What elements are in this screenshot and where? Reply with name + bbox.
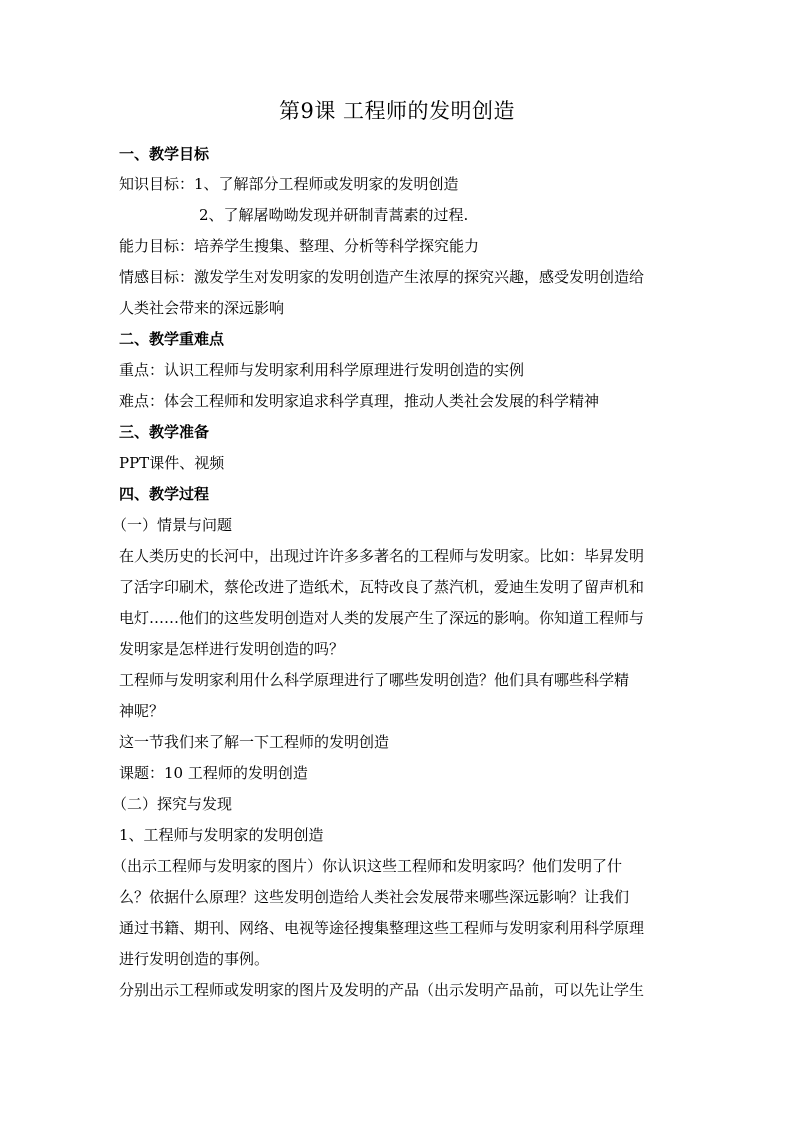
text-line: 进行发明创造的事例。: [119, 950, 270, 968]
section-heading-key-points: 二、教学重难点: [119, 330, 225, 348]
section-heading-process: 四、教学过程: [119, 485, 210, 503]
text-line: 能力目标：培养学生搜集、整理、分析等科学探究能力: [119, 237, 480, 255]
subsection-heading: （二）探究与发现: [112, 795, 233, 813]
text-line: （出示工程师与发明家的图片）你认识这些工程师和发明家吗？他们发明了什: [112, 857, 623, 875]
text-line: 重点：认识工程师与发明家利用科学原理进行发明创造的实例: [119, 361, 525, 379]
text-line: 电灯……他们的这些发明创造对人类的发展产生了深远的影响。你知道工程师与: [119, 609, 645, 627]
text-line: 神呢？: [119, 702, 165, 720]
text-line: 情感目标：激发学生对发明家的发明创造产生浓厚的探究兴趣，感受发明创造给: [119, 268, 645, 286]
text-line: 2、了解屠呦呦发现并研制青蒿素的过程.: [199, 206, 469, 224]
text-line: 工程师与发明家利用什么科学原理进行了哪些发明创造？他们具有哪些科学精: [119, 671, 630, 689]
text-line: 通过书籍、期刊、网络、电视等途径搜集整理这些工程师与发明家利用科学原理: [119, 919, 645, 937]
text-line: 了活字印刷术，蔡伦改进了造纸术，瓦特改良了蒸汽机，爱迪生发明了留声机和: [119, 578, 645, 596]
text-line: 这一节我们来了解一下工程师的发明创造: [119, 733, 390, 751]
text-line: 1、工程师与发明家的发明创造: [119, 826, 324, 844]
section-heading-objectives: 一、教学目标: [119, 145, 210, 163]
text-line: 难点：体会工程师和发明家追求科学真理，推动人类社会发展的科学精神: [119, 392, 600, 410]
text-line: 课题：10 工程师的发明创造: [119, 764, 308, 782]
text-line: 分别出示工程师或发明家的图片及发明的产品（出示发明产品前，可以先让学生: [119, 981, 645, 999]
subsection-heading: （一）情景与问题: [112, 516, 233, 534]
section-heading-preparation: 三、教学准备: [119, 423, 210, 441]
text-line: 知识目标：1、了解部分工程师或发明家的发明创造: [119, 175, 459, 193]
text-line: 人类社会带来的深远影响: [119, 299, 285, 317]
document-title: 第9课 工程师的发明创造: [278, 99, 516, 123]
text-line: 在人类历史的长河中，出现过许许多多著名的工程师与发明家。比如：毕昇发明: [119, 547, 645, 565]
text-line: 发明家是怎样进行发明创造的吗？: [119, 640, 345, 658]
text-line: PPT课件、视频: [119, 454, 225, 472]
text-line: 么？依据什么原理？这些发明创造给人类社会发展带来哪些深远影响？让我们: [119, 888, 630, 906]
